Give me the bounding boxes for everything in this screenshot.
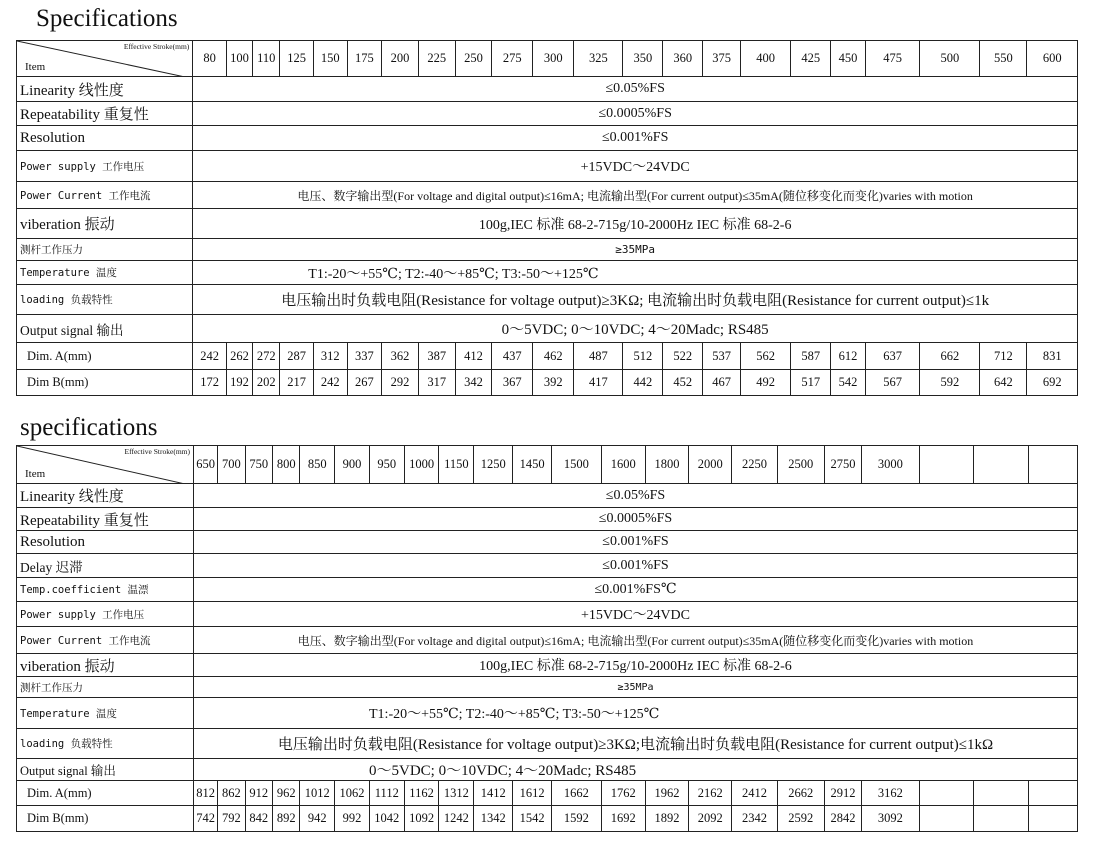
section-title: Specifications [36, 5, 178, 32]
stroke-cell: 100 [226, 41, 252, 77]
spec-row [17, 102, 1078, 126]
row-label: Power supply 工作电压 [17, 602, 194, 627]
dim-cell: 567 [865, 370, 920, 396]
dim-cell [1029, 781, 1078, 806]
dim-cell: 2092 [689, 806, 732, 832]
dim-cell: 437 [492, 343, 533, 370]
spec-row [17, 554, 1078, 578]
dim-cell: 1092 [404, 806, 439, 832]
row-label: 测杆工作压力 [17, 239, 193, 261]
dim-cell: 892 [273, 806, 300, 832]
row-value: 电压、数字输出型(For voltage and digital output)≤16mA; 电流输出型(For current output)≤35mA(随位移变化而变化)varies with motion [194, 627, 1078, 654]
stroke-cell: 900 [335, 446, 370, 484]
stroke-cell [919, 446, 973, 484]
dim-cell: 342 [455, 370, 492, 396]
row-value: ≤0.05%FS [193, 77, 1078, 102]
row-label: Power Current 工作电流 [17, 182, 193, 209]
spec-row [17, 126, 1078, 151]
row-label: 测杆工作压力 [17, 677, 194, 698]
stroke-cell: 150 [313, 41, 347, 77]
stroke-cell: 1000 [404, 446, 439, 484]
row-value: ≤0.05%FS [194, 484, 1078, 508]
stroke-cell: 950 [369, 446, 404, 484]
dim-cell: 1312 [439, 781, 474, 806]
stroke-header-row [17, 446, 1078, 484]
dim-cell: 562 [741, 343, 791, 370]
row-value: T1:-20～+55℃; T2:-40～+85℃; T3:-50～+125℃ [193, 261, 1078, 285]
stroke-cell: 2000 [689, 446, 732, 484]
dim-cell: 587 [791, 343, 831, 370]
spec-row [17, 508, 1078, 531]
dim-cell: 592 [920, 370, 980, 396]
row-value: 0～5VDC; 0～10VDC; 4～20Madc; RS485 [194, 759, 1078, 781]
spec-table-2 [16, 445, 1078, 832]
stroke-cell: 325 [574, 41, 623, 77]
dim-cell: 2342 [732, 806, 777, 832]
dim-cell: 537 [703, 343, 741, 370]
stroke-cell: 360 [663, 41, 703, 77]
dim-cell: 287 [280, 343, 314, 370]
dim-cell: 542 [831, 370, 866, 396]
dim-cell: 1012 [300, 781, 335, 806]
dim-cell: 742 [194, 806, 218, 832]
dim-cell: 962 [273, 781, 300, 806]
dim-cell: 392 [533, 370, 574, 396]
effective-stroke-label: Effective Stroke(mm) [124, 447, 190, 456]
row-value: 100g,IEC 标准 68-2-715g/10-2000Hz IEC 标准 68-2-6 [194, 654, 1078, 677]
dim-cell: 452 [663, 370, 703, 396]
dim-cell: 242 [193, 343, 227, 370]
spec-row [17, 209, 1078, 239]
row-label: loading 负载特性 [17, 285, 193, 315]
dim-cell: 172 [193, 370, 227, 396]
row-value: ≥35MPa [193, 239, 1078, 261]
row-label: Output signal 输出 [17, 759, 194, 781]
row-label: Power Current 工作电流 [17, 627, 194, 654]
dim-cell: 912 [245, 781, 272, 806]
spec-row [17, 151, 1078, 182]
dim-a-row [17, 343, 1078, 370]
stroke-cell: 450 [831, 41, 866, 77]
stroke-cell: 1250 [474, 446, 513, 484]
stroke-cell: 1500 [552, 446, 602, 484]
row-label: Repeatability 重复性 [17, 102, 193, 126]
stroke-cell: 600 [1027, 41, 1078, 77]
dim-cell: 642 [980, 370, 1027, 396]
dim-cell: 242 [313, 370, 347, 396]
dim-cell: 1762 [601, 781, 645, 806]
dim-cell: 2592 [777, 806, 824, 832]
dim-cell: 692 [1027, 370, 1078, 396]
row-value: 电压输出时负载电阻(Resistance for voltage output)≥3KΩ; 电流输出时负载电阻(Resistance for current output)≤1k [193, 285, 1078, 315]
row-value: 电压输出时负载电阻(Resistance for voltage output)≥3KΩ;电流输出时负载电阻(Resistance for current output)≤1kΩ [194, 729, 1078, 759]
stroke-cell: 375 [703, 41, 741, 77]
dim-cell: 412 [455, 343, 492, 370]
stroke-cell: 300 [533, 41, 574, 77]
dim-cell: 337 [347, 343, 382, 370]
stroke-cell: 225 [418, 41, 455, 77]
dim-cell: 3162 [861, 781, 919, 806]
stroke-cell: 175 [347, 41, 382, 77]
row-value: ≤0.001%FS [194, 531, 1078, 554]
spec-row [17, 627, 1078, 654]
dim-a-row [17, 781, 1078, 806]
stroke-cell: 425 [791, 41, 831, 77]
stroke-cell: 350 [623, 41, 663, 77]
row-label: Linearity 线性度 [17, 77, 193, 102]
stroke-cell: 275 [492, 41, 533, 77]
dim-cell: 1662 [552, 781, 602, 806]
row-label: Dim B(mm) [17, 370, 193, 396]
dim-cell: 262 [226, 343, 252, 370]
dim-cell: 1342 [474, 806, 513, 832]
dim-cell: 862 [218, 781, 245, 806]
stroke-cell: 750 [245, 446, 272, 484]
row-value: 电压、数字输出型(For voltage and digital output)≤16mA; 电流输出型(For current output)≤35mA(随位移变化而变化)varies with motion [193, 182, 1078, 209]
dim-cell: 1242 [439, 806, 474, 832]
spec-row [17, 531, 1078, 554]
spec-row [17, 239, 1078, 261]
dim-cell: 1892 [645, 806, 688, 832]
dim-cell: 467 [703, 370, 741, 396]
dim-cell: 1612 [513, 781, 552, 806]
spec-row [17, 315, 1078, 343]
dim-cell: 487 [574, 343, 623, 370]
spec-row [17, 182, 1078, 209]
dim-cell [973, 781, 1029, 806]
row-label: Resolution [17, 531, 194, 554]
row-label: Resolution [17, 126, 193, 151]
dim-cell: 2162 [689, 781, 732, 806]
row-value: ≤0.001%FS℃ [194, 578, 1078, 602]
row-value: +15VDC～24VDC [194, 602, 1078, 627]
dim-cell: 942 [300, 806, 335, 832]
spec-row [17, 759, 1078, 781]
spec-row [17, 698, 1078, 729]
dim-cell: 217 [280, 370, 314, 396]
dim-cell: 2842 [825, 806, 862, 832]
row-value: ≥35MPa [194, 677, 1078, 698]
dim-cell: 417 [574, 370, 623, 396]
row-value: 100g,IEC 标准 68-2-715g/10-2000Hz IEC 标准 68-2-6 [193, 209, 1078, 239]
dim-cell: 1042 [369, 806, 404, 832]
stroke-cell: 250 [455, 41, 492, 77]
dim-cell: 267 [347, 370, 382, 396]
item-label: Item [25, 61, 46, 73]
row-label: Output signal 输出 [17, 315, 193, 343]
dim-cell: 292 [382, 370, 419, 396]
dim-cell: 1962 [645, 781, 688, 806]
row-value: T1:-20～+55℃; T2:-40～+85℃; T3:-50～+125℃ [194, 698, 1078, 729]
dim-cell: 1592 [552, 806, 602, 832]
dim-cell: 2662 [777, 781, 824, 806]
dim-cell: 512 [623, 343, 663, 370]
row-value: +15VDC～24VDC [193, 151, 1078, 182]
dim-cell: 662 [920, 343, 980, 370]
stroke-cell: 125 [280, 41, 314, 77]
effective-stroke-label: Effective Stroke(mm) [123, 42, 190, 51]
dim-cell: 1062 [335, 781, 370, 806]
stroke-cell: 1800 [645, 446, 688, 484]
spec-row [17, 261, 1078, 285]
stroke-cell: 1600 [601, 446, 645, 484]
stroke-cell: 850 [300, 446, 335, 484]
row-label: Dim B(mm) [17, 806, 194, 832]
stroke-cell: 700 [218, 446, 245, 484]
dim-b-row [17, 806, 1078, 832]
dim-cell: 992 [335, 806, 370, 832]
dim-cell: 272 [253, 343, 280, 370]
row-label: viberation 振动 [17, 209, 193, 239]
corner-cell [17, 41, 193, 77]
stroke-cell: 3000 [861, 446, 919, 484]
dim-cell: 387 [418, 343, 455, 370]
stroke-cell: 110 [253, 41, 280, 77]
spec-row [17, 677, 1078, 698]
spec-table-1 [16, 40, 1078, 396]
spec-row [17, 285, 1078, 315]
row-value: ≤0.0005%FS [193, 102, 1078, 126]
row-value: ≤0.0005%FS [194, 508, 1078, 531]
spec-row [17, 578, 1078, 602]
row-value: ≤0.001%FS [193, 126, 1078, 151]
dim-cell: 1162 [404, 781, 439, 806]
spec-row [17, 602, 1078, 627]
dim-cell [973, 806, 1029, 832]
section-title: specifications [20, 414, 158, 441]
spec-row [17, 77, 1078, 102]
row-label: loading 负载特性 [17, 729, 194, 759]
dim-cell: 1112 [369, 781, 404, 806]
stroke-cell: 800 [273, 446, 300, 484]
row-label: Repeatability 重复性 [17, 508, 194, 531]
dim-cell: 312 [313, 343, 347, 370]
dim-cell: 192 [226, 370, 252, 396]
dim-cell: 2912 [825, 781, 862, 806]
row-label: Linearity 线性度 [17, 484, 194, 508]
dim-cell: 522 [663, 343, 703, 370]
dim-cell: 712 [980, 343, 1027, 370]
corner-cell [17, 446, 194, 484]
row-label: Temp.coefficient 温漂 [17, 578, 194, 602]
dim-cell: 831 [1027, 343, 1078, 370]
dim-cell: 1412 [474, 781, 513, 806]
dim-cell: 1542 [513, 806, 552, 832]
dim-cell: 812 [194, 781, 218, 806]
dim-cell: 367 [492, 370, 533, 396]
item-label: Item [25, 468, 46, 480]
row-value: ≤0.001%FS [194, 554, 1078, 578]
row-value: 0～5VDC; 0～10VDC; 4～20Madc; RS485 [193, 315, 1078, 343]
dim-cell [919, 806, 973, 832]
row-label: Delay 迟滞 [17, 554, 194, 578]
dim-cell: 362 [382, 343, 419, 370]
dim-cell: 2412 [732, 781, 777, 806]
dim-cell: 3092 [861, 806, 919, 832]
stroke-cell [1029, 446, 1078, 484]
dim-cell: 202 [253, 370, 280, 396]
stroke-cell: 650 [194, 446, 218, 484]
stroke-cell: 80 [193, 41, 227, 77]
row-label: Dim. A(mm) [17, 781, 194, 806]
stroke-cell [973, 446, 1029, 484]
dim-cell: 792 [218, 806, 245, 832]
dim-cell [919, 781, 973, 806]
dim-cell: 612 [831, 343, 866, 370]
stroke-header-row [17, 41, 1078, 77]
stroke-cell: 1450 [513, 446, 552, 484]
dim-cell: 1692 [601, 806, 645, 832]
row-label: Temperature 温度 [17, 261, 193, 285]
spec-row [17, 654, 1078, 677]
stroke-cell: 2750 [825, 446, 862, 484]
row-label: viberation 振动 [17, 654, 194, 677]
spec-row [17, 729, 1078, 759]
dim-cell: 517 [791, 370, 831, 396]
dim-cell [1029, 806, 1078, 832]
dim-b-row [17, 370, 1078, 396]
stroke-cell: 2250 [732, 446, 777, 484]
stroke-cell: 475 [865, 41, 920, 77]
row-label: Power supply 工作电压 [17, 151, 193, 182]
dim-cell: 637 [865, 343, 920, 370]
dim-cell: 462 [533, 343, 574, 370]
stroke-cell: 500 [920, 41, 980, 77]
stroke-cell: 400 [741, 41, 791, 77]
row-label: Temperature 温度 [17, 698, 194, 729]
stroke-cell: 200 [382, 41, 419, 77]
stroke-cell: 550 [980, 41, 1027, 77]
dim-cell: 492 [741, 370, 791, 396]
row-label: Dim. A(mm) [17, 343, 193, 370]
stroke-cell: 2500 [777, 446, 824, 484]
spec-row [17, 484, 1078, 508]
dim-cell: 842 [245, 806, 272, 832]
dim-cell: 317 [418, 370, 455, 396]
dim-cell: 442 [623, 370, 663, 396]
stroke-cell: 1150 [439, 446, 474, 484]
